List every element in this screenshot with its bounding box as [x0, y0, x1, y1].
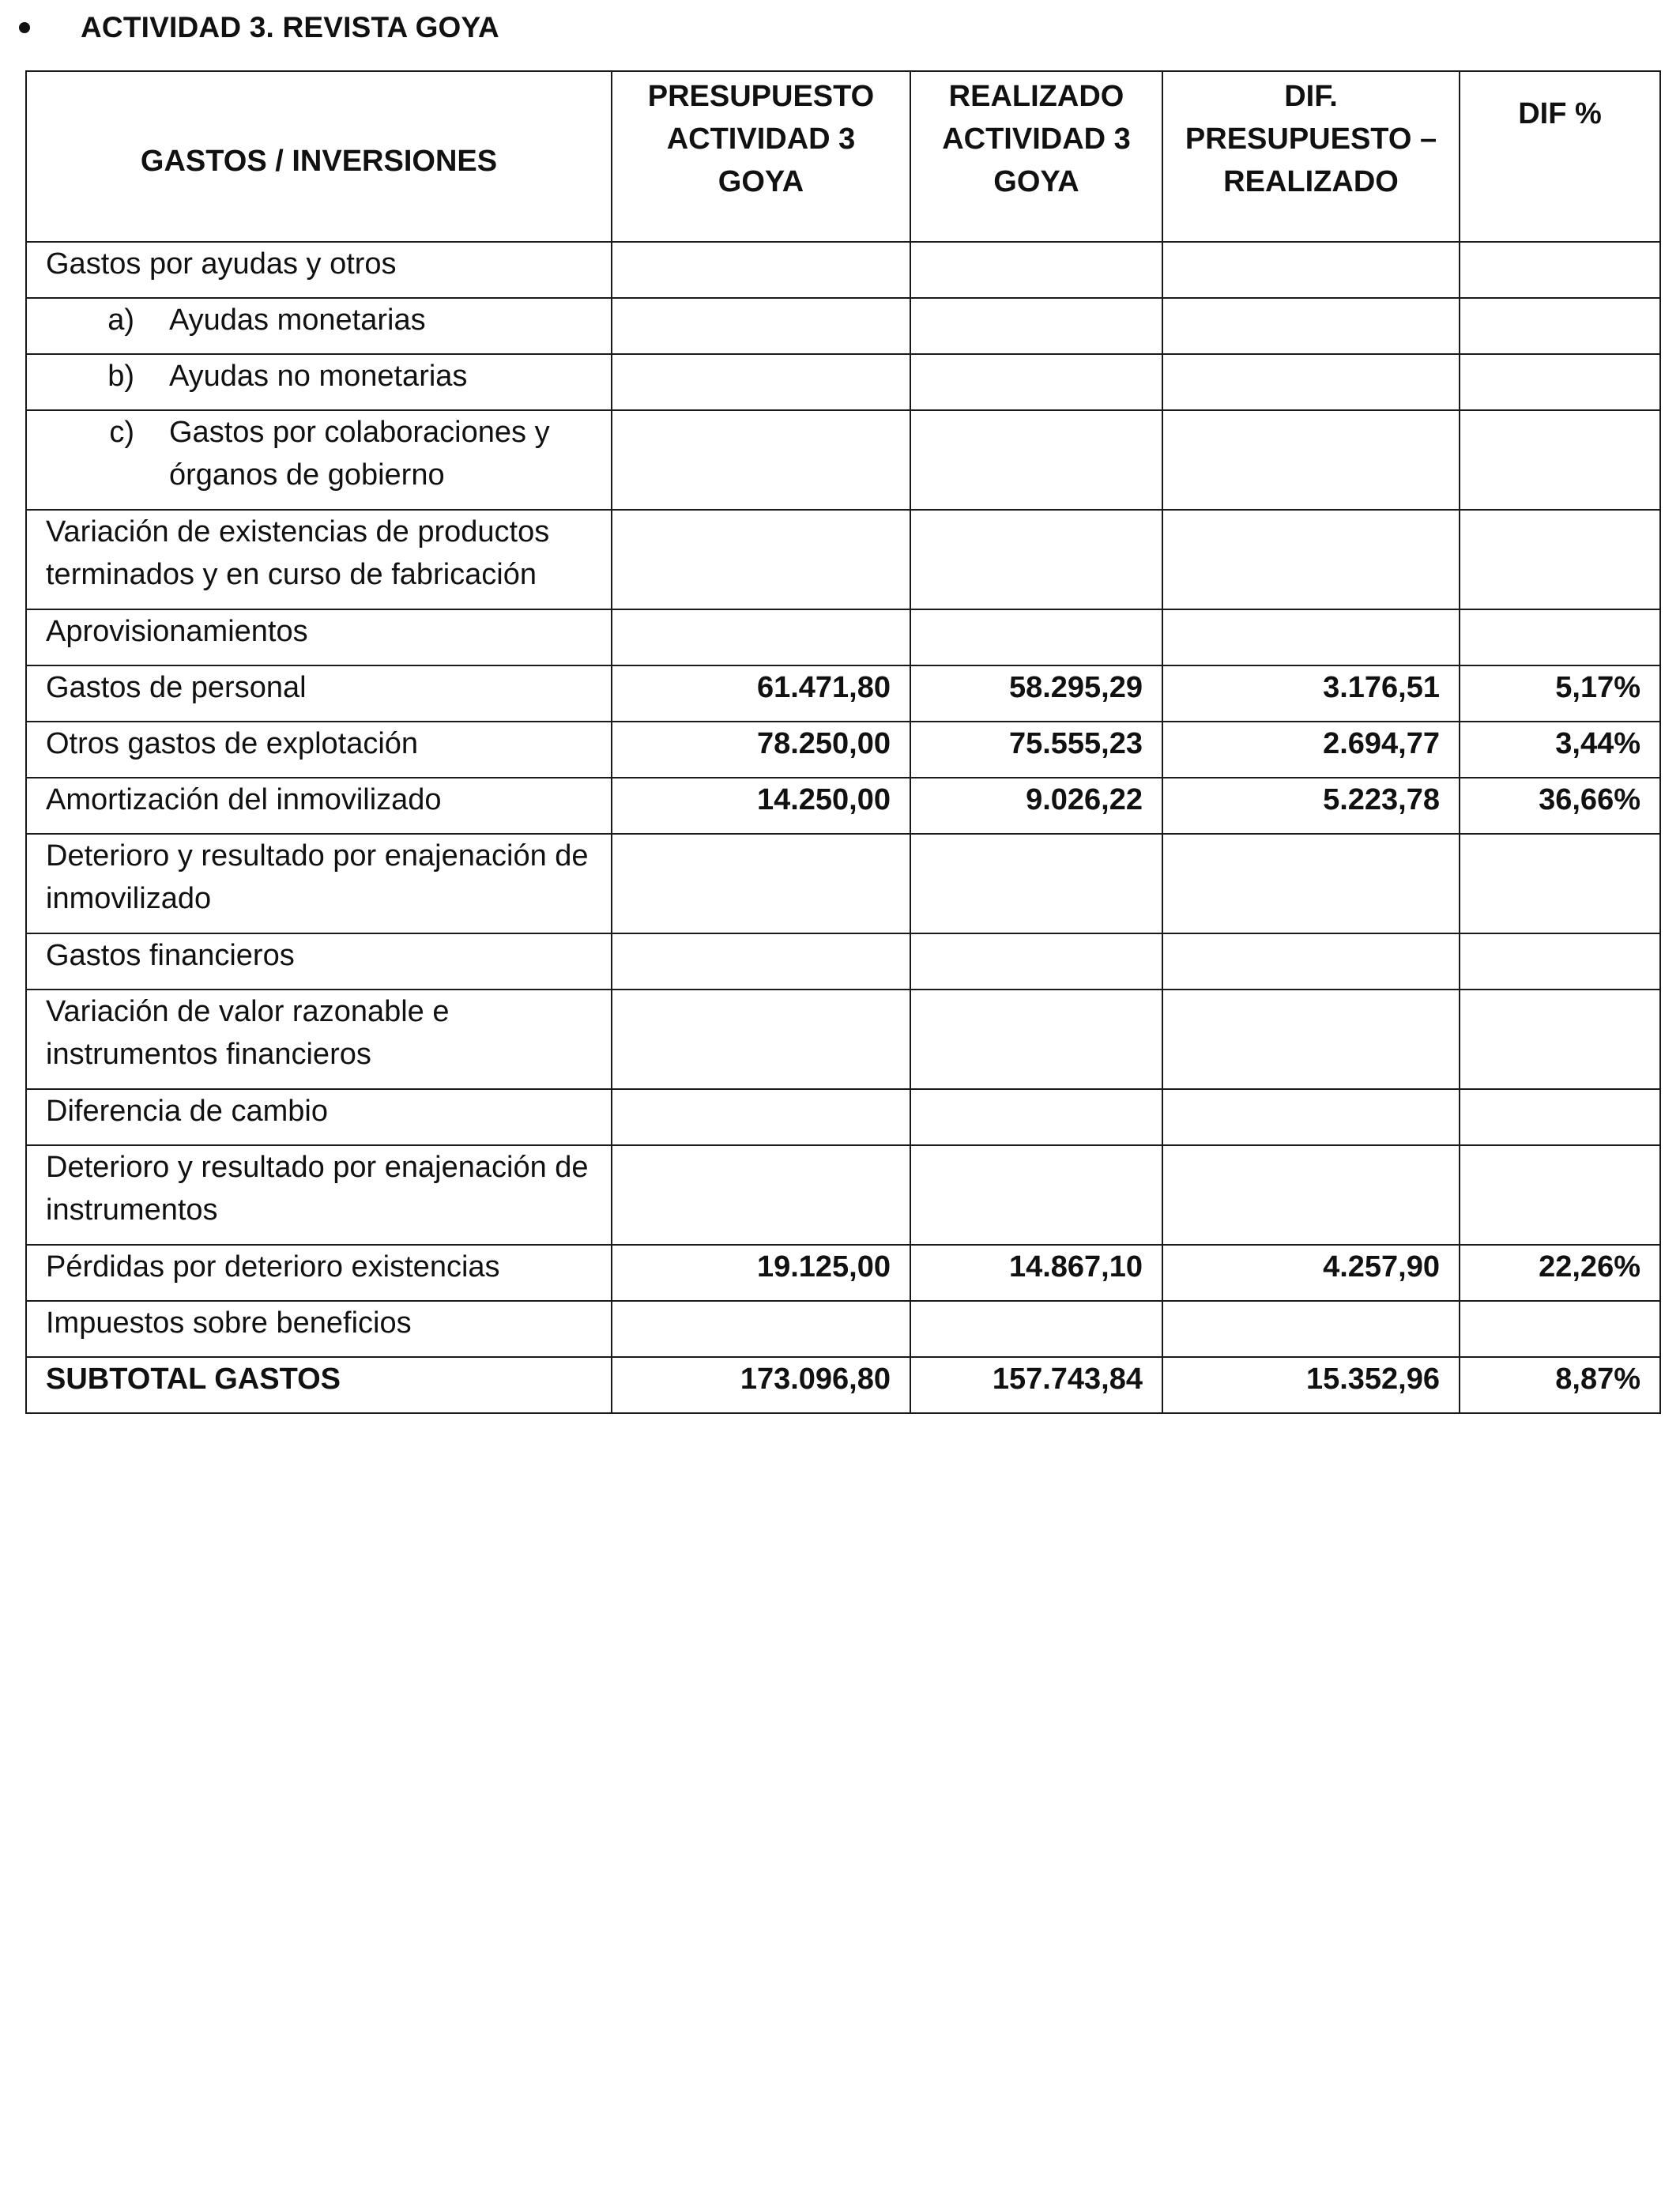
row-label: Variación de existencias de productos terminados y en curso de fabricación — [26, 510, 612, 609]
cell-diferencia: 5.223,78 — [1162, 778, 1460, 834]
cell-dif-pct — [1460, 1145, 1660, 1245]
subtotal-row — [26, 1357, 1660, 1413]
row-label: Gastos financieros — [26, 933, 612, 990]
cell-presupuesto — [612, 1301, 910, 1357]
header-diferencia-line-1: DIF. — [1284, 80, 1338, 113]
cell-diferencia — [1162, 933, 1460, 990]
cell-dif-pct — [1460, 609, 1660, 665]
cell-dif-pct — [1460, 990, 1660, 1089]
cell-presupuesto: 78.250,00 — [612, 722, 910, 778]
row-label: Deterioro y resultado por enajenación de instrumentos — [26, 1145, 612, 1245]
row-marker: a) — [107, 303, 134, 337]
section-title: ACTIVIDAD 3. REVISTA GOYA — [81, 11, 499, 43]
cell-presupuesto: 14.250,00 — [612, 778, 910, 834]
header-realizado — [910, 71, 1162, 242]
table-row — [26, 1089, 1660, 1145]
row-label — [26, 354, 612, 410]
table-row — [26, 665, 1660, 722]
cell-dif-pct — [1460, 1301, 1660, 1357]
cell-diferencia — [1162, 410, 1460, 510]
row-label-text: Gastos por colaboraciones y órganos de gobierno — [169, 416, 550, 492]
cell-realizado — [910, 410, 1162, 510]
cell-presupuesto — [612, 354, 910, 410]
row-label-text: Ayudas monetarias — [169, 303, 426, 337]
table-row — [26, 834, 1660, 933]
header-presupuesto-line-3: GOYA — [718, 165, 804, 198]
header-diferencia — [1162, 71, 1460, 242]
cell-diferencia — [1162, 1301, 1460, 1357]
row-label: Gastos de personal — [26, 665, 612, 722]
cell-presupuesto — [612, 242, 910, 298]
cell-dif-pct — [1460, 1089, 1660, 1145]
cell-presupuesto — [612, 990, 910, 1089]
cell-realizado: 14.867,10 — [910, 1245, 1162, 1301]
bullet-icon — [19, 22, 30, 33]
row-label: Otros gastos de explotación — [26, 722, 612, 778]
cell-realizado: 75.555,23 — [910, 722, 1162, 778]
cell-dif-pct — [1460, 510, 1660, 609]
table-row — [26, 298, 1660, 354]
row-label: Gastos por ayudas y otros — [26, 242, 612, 298]
table-row — [26, 1301, 1660, 1357]
header-presupuesto-line-1: PRESUPUESTO — [647, 80, 875, 113]
header-realizado-line-1: REALIZADO — [948, 80, 1124, 113]
cell-realizado: 58.295,29 — [910, 665, 1162, 722]
header-dif-pct: DIF % — [1460, 71, 1660, 242]
cell-realizado — [910, 834, 1162, 933]
cell-dif-pct: 22,26% — [1460, 1245, 1660, 1301]
table-row — [26, 990, 1660, 1089]
cell-dif-pct — [1460, 298, 1660, 354]
cell-presupuesto — [612, 834, 910, 933]
subtotal-diferencia: 15.352,96 — [1162, 1357, 1460, 1413]
table-row — [26, 722, 1660, 778]
cell-realizado: 9.026,22 — [910, 778, 1162, 834]
table-row — [26, 354, 1660, 410]
subtotal-presupuesto: 173.096,80 — [612, 1357, 910, 1413]
cell-realizado — [910, 242, 1162, 298]
cell-diferencia — [1162, 609, 1460, 665]
cell-presupuesto — [612, 1089, 910, 1145]
cell-realizado — [910, 354, 1162, 410]
cell-presupuesto — [612, 410, 910, 510]
header-realizado-line-2: ACTIVIDAD 3 — [942, 123, 1131, 156]
row-marker: b) — [107, 360, 134, 393]
cell-presupuesto — [612, 609, 910, 665]
table-row — [26, 1145, 1660, 1245]
row-label: Pérdidas por deterioro existencias — [26, 1245, 612, 1301]
row-label: Deterioro y resultado por enajenación de inmovilizado — [26, 834, 612, 933]
subtotal-label: SUBTOTAL GASTOS — [26, 1357, 612, 1413]
row-label: Variación de valor razonable e instrumentos financieros — [26, 990, 612, 1089]
cell-presupuesto — [612, 1145, 910, 1245]
cell-realizado — [910, 510, 1162, 609]
cell-dif-pct: 5,17% — [1460, 665, 1660, 722]
cell-diferencia — [1162, 990, 1460, 1089]
cell-diferencia — [1162, 242, 1460, 298]
table-row — [26, 778, 1660, 834]
cell-presupuesto — [612, 298, 910, 354]
row-label-text: Ayudas no monetarias — [169, 360, 468, 393]
cell-dif-pct: 3,44% — [1460, 722, 1660, 778]
cell-diferencia — [1162, 1089, 1460, 1145]
table-header-row — [26, 71, 1660, 242]
row-label — [26, 298, 612, 354]
cell-dif-pct — [1460, 410, 1660, 510]
cell-dif-pct — [1460, 834, 1660, 933]
table-row — [26, 410, 1660, 510]
header-diferencia-line-2: PRESUPUESTO – — [1185, 123, 1437, 156]
row-label: Impuestos sobre beneficios — [26, 1301, 612, 1357]
table-row — [26, 609, 1660, 665]
cell-realizado — [910, 990, 1162, 1089]
cell-realizado — [910, 1089, 1162, 1145]
cell-diferencia — [1162, 1145, 1460, 1245]
cell-realizado — [910, 933, 1162, 990]
row-label: Aprovisionamientos — [26, 609, 612, 665]
row-label: Amortización del inmovilizado — [26, 778, 612, 834]
row-marker: c) — [109, 416, 134, 449]
cell-realizado — [910, 1145, 1162, 1245]
header-diferencia-line-3: REALIZADO — [1223, 165, 1399, 198]
cell-dif-pct — [1460, 242, 1660, 298]
row-label — [26, 410, 612, 510]
cell-presupuesto — [612, 933, 910, 990]
cell-realizado — [910, 298, 1162, 354]
table-row — [26, 242, 1660, 298]
cell-realizado — [910, 1301, 1162, 1357]
cell-diferencia: 3.176,51 — [1162, 665, 1460, 722]
table-row — [26, 1245, 1660, 1301]
section-heading — [16, 8, 499, 47]
cell-diferencia — [1162, 834, 1460, 933]
cell-diferencia: 4.257,90 — [1162, 1245, 1460, 1301]
cell-diferencia — [1162, 298, 1460, 354]
cell-presupuesto — [612, 510, 910, 609]
cell-diferencia: 2.694,77 — [1162, 722, 1460, 778]
table-row — [26, 933, 1660, 990]
cell-realizado — [910, 609, 1162, 665]
header-presupuesto — [612, 71, 910, 242]
cell-diferencia — [1162, 354, 1460, 410]
cell-diferencia — [1162, 510, 1460, 609]
cell-dif-pct — [1460, 354, 1660, 410]
cell-dif-pct: 36,66% — [1460, 778, 1660, 834]
cell-presupuesto: 19.125,00 — [612, 1245, 910, 1301]
table-row — [26, 510, 1660, 609]
cell-presupuesto: 61.471,80 — [612, 665, 910, 722]
header-gastos-inversiones: GASTOS / INVERSIONES — [26, 71, 612, 242]
subtotal-realizado: 157.743,84 — [910, 1357, 1162, 1413]
budget-table — [25, 70, 1661, 1414]
header-presupuesto-line-2: ACTIVIDAD 3 — [666, 123, 856, 156]
cell-dif-pct — [1460, 933, 1660, 990]
subtotal-dif-pct: 8,87% — [1460, 1357, 1660, 1413]
header-realizado-line-3: GOYA — [993, 165, 1079, 198]
row-label: Diferencia de cambio — [26, 1089, 612, 1145]
